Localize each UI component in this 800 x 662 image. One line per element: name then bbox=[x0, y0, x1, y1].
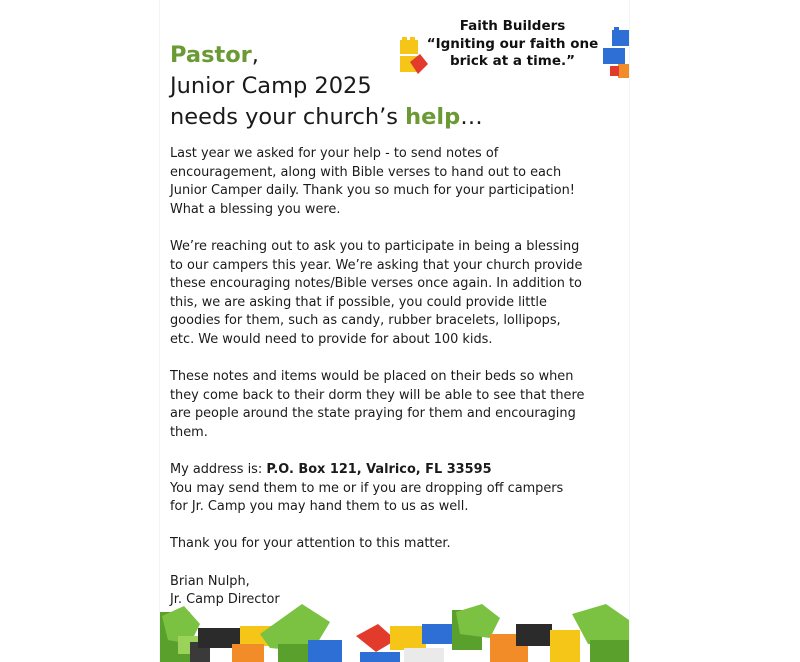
address-value: P.O. Box 121, Valrico, FL 33595 bbox=[266, 462, 492, 478]
address-label: My address is: bbox=[170, 462, 267, 478]
headline-line-3-text: needs your church’s bbox=[170, 104, 406, 130]
paragraph-line: this, we are asking that if possible, you could provide little bbox=[170, 294, 547, 310]
closing-line: Thank you for your attention to this matter. bbox=[170, 536, 451, 552]
paragraph-line: to our campers this year. We’re asking that your church provide bbox=[170, 257, 583, 273]
letter-body bbox=[170, 145, 622, 628]
paragraph-line: encouragement, along with Bible verses to hand out to each bbox=[170, 164, 562, 180]
address-line-2: You may send them to me or if you are dropping off campers bbox=[170, 480, 564, 496]
signature-name: Brian Nulph, bbox=[170, 573, 250, 589]
paragraph-line: goodies for them, such as candy, rubber bracelets, lollipops, bbox=[170, 313, 561, 329]
paragraph-2 bbox=[170, 238, 622, 350]
headline-ellipsis: … bbox=[460, 104, 483, 130]
paragraph-line: they come back to their dorm they will be able to see that there bbox=[170, 387, 585, 403]
closing-paragraph bbox=[170, 535, 622, 554]
paragraph-1 bbox=[170, 145, 622, 219]
headline-line-2: Junior Camp 2025 bbox=[170, 73, 372, 99]
paragraph-line: What a blessing you were. bbox=[170, 201, 341, 217]
banner-tagline-line-2: brick at a time.” bbox=[449, 53, 575, 69]
paragraph-line: Last year we asked for your help - to send notes of bbox=[170, 146, 499, 161]
banner-tagline-line-1: “Igniting our faith one bbox=[426, 35, 599, 52]
address-line-3: for Jr. Camp you may hand them to us as well. bbox=[170, 499, 469, 515]
paragraph-line: These notes and items would be placed on their beds so when bbox=[170, 369, 574, 385]
headline-line-3 bbox=[170, 102, 500, 133]
paragraph-line: Junior Camper daily. Thank you so much for your participation! bbox=[170, 183, 575, 199]
paragraph-line: these encouraging notes/Bible verses once again. In addition to bbox=[170, 276, 582, 292]
headline-comma: , bbox=[251, 42, 259, 68]
lego-landscape-footer-icon bbox=[160, 604, 629, 662]
banner-title: Faith Builders bbox=[459, 18, 566, 34]
paragraph-line: etc. We would need to provide for about 100 kids. bbox=[170, 331, 493, 347]
address-line bbox=[170, 461, 622, 480]
paragraph-line: are people around the state praying for them and encouraging bbox=[170, 406, 576, 422]
paragraph-3 bbox=[170, 368, 622, 442]
paragraph-line: We’re reaching out to ask you to participate in being a blessing bbox=[170, 238, 580, 254]
paragraph-line: them. bbox=[170, 424, 208, 440]
headline bbox=[170, 40, 500, 133]
letter-page bbox=[160, 0, 629, 662]
headline-pastor: Pastor bbox=[170, 42, 252, 68]
headline-help: help bbox=[405, 104, 461, 130]
headline-line-1 bbox=[170, 40, 500, 71]
address-paragraph bbox=[170, 461, 622, 517]
signature-title: Jr. Camp Director bbox=[170, 592, 280, 608]
